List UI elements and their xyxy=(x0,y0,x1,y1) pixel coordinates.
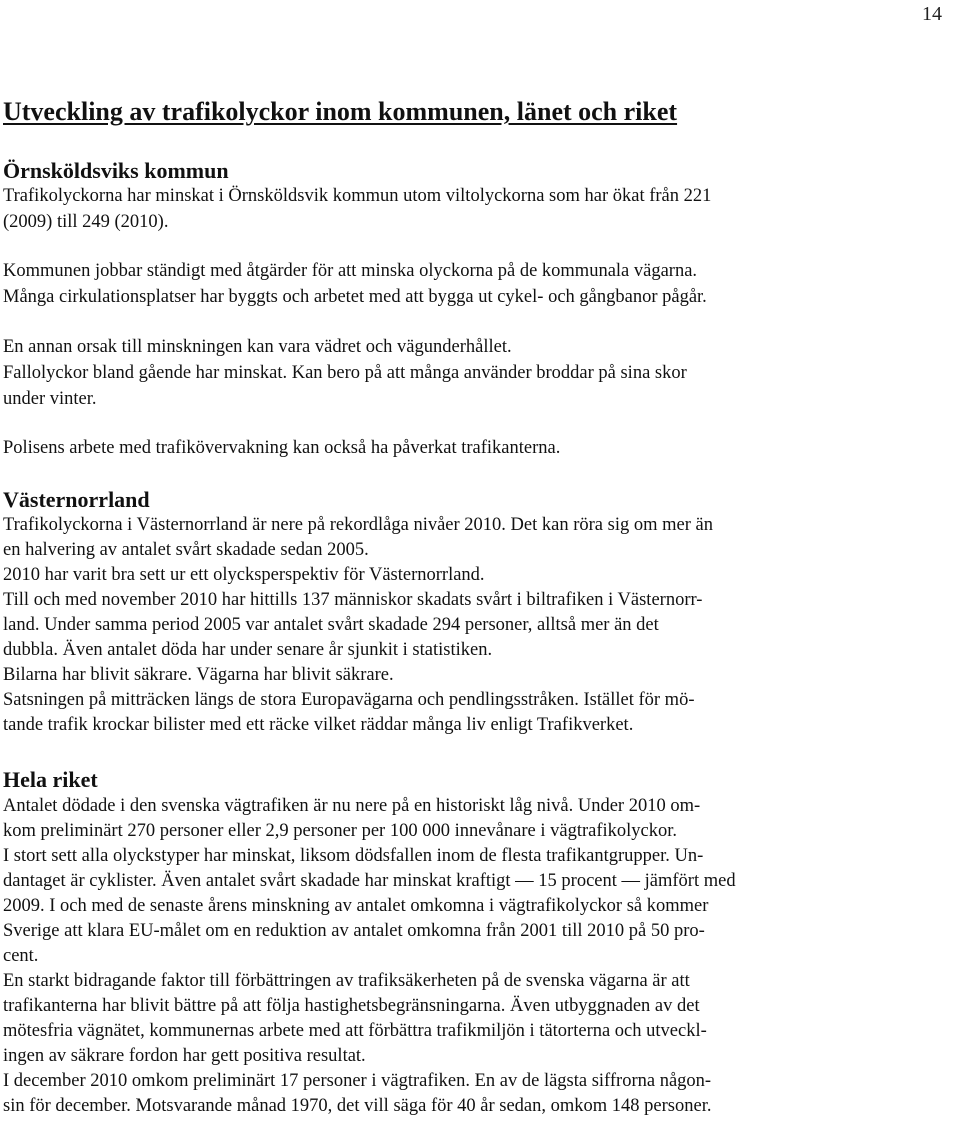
paragraph xyxy=(3,183,863,235)
text-line: sin för december. Motsvarande månad 1970, det vill säga för 40 år sedan, omkom 148 personer. xyxy=(3,1096,712,1116)
text-line: cent. xyxy=(3,946,39,966)
text-line: dubbla. Även antalet döda har under senare år sjunkit i statistiken. xyxy=(3,640,493,660)
text-line: Till och med november 2010 har hittills 137 människor skadats svårt i biltrafiken i Västernorr- xyxy=(3,590,703,610)
text-line: I december 2010 omkom preliminärt 17 personer i vägtrafiken. En av de lägsta siffrorna någon- xyxy=(3,1071,712,1091)
paragraph xyxy=(3,435,863,461)
text-line: kom preliminärt 270 personer eller 2,9 personer per 100 000 innevånare i vägtrafikolyckor. xyxy=(3,821,678,841)
text-line: mötesfria vägnätet, kommunernas arbete med att förbättra trafikmiljön i tätorterna och utveckl- xyxy=(3,1021,707,1041)
text-line: land. Under samma period 2005 var antalet svårt skadade 294 personer, alltså mer än det xyxy=(3,615,659,635)
text-line: Sverige att klara EU-målet om en reduktion av antalet omkomna från 2001 till 2010 på 50 pro- xyxy=(3,921,705,941)
text-line: trafikanterna har blivit bättre på att följa hastighetsbegränsningarna. Även utbyggnaden av det xyxy=(3,996,700,1016)
text-line: tande trafik krockar bilister med ett räcke vilket räddar många liv enligt Trafikverket. xyxy=(3,715,634,735)
text-line: Polisens arbete med trafikövervakning kan också ha påverkat trafikanterna. xyxy=(3,438,561,458)
text-line: Trafikolyckorna i Västernorrland är nere på rekordlåga nivåer 2010. Det kan röra sig om mer än xyxy=(3,515,713,535)
text-line: ingen av säkrare fordon har gett positiva resultat. xyxy=(3,1046,366,1066)
text-line: En starkt bidragande faktor till förbättringen av trafiksäkerheten på de svenska vägarna är att xyxy=(3,971,690,991)
text-line: Trafikolyckorna har minskat i Örnsköldsvik kommun utom viltolyckorna som har ökat från 221 xyxy=(3,186,712,206)
text-line: Kommunen jobbar ständigt med åtgärder för att minska olyckorna på de kommunala vägarna. xyxy=(3,261,698,281)
text-line: Fallolyckor bland gående har minskat. Kan bero på att många använder broddar på sina skor xyxy=(3,363,687,383)
page-title: Utveckling av trafikolyckor inom kommunen, länet och riket xyxy=(3,97,678,126)
text-line: dantaget är cyklister. Även antalet svårt skadade har minskat kraftigt — 15 procent — jämfört med xyxy=(3,871,736,891)
text-line: under vinter. xyxy=(3,389,97,409)
section-heading-vasternorrland: Västernorrland xyxy=(3,487,150,512)
text-line: Många cirkulationsplatser har byggts och arbetet med att bygga ut cykel- och gångbanor pågår. xyxy=(3,287,707,307)
text-line: Satsningen på mitträcken längs de stora Europavägarna och pendlingsstråken. Istället för mö- xyxy=(3,690,695,710)
paragraph xyxy=(3,513,863,738)
paragraph xyxy=(3,794,863,1119)
text-line: I stort sett alla olyckstyper har minskat, liksom dödsfallen inom de flesta trafikantgrupper. Un- xyxy=(3,846,704,866)
page-number: 14 xyxy=(922,3,942,25)
text-line: En annan orsak till minskningen kan vara vädret och vägunderhållet. xyxy=(3,337,512,357)
paragraph xyxy=(3,334,863,412)
section-heading-ornskoldsvik: Örnsköldsviks kommun xyxy=(3,158,229,183)
text-line: Antalet dödade i den svenska vägtrafiken är nu nere på en historiskt låg nivå. Under 2010 om- xyxy=(3,796,701,816)
paragraph xyxy=(3,258,863,310)
text-line: (2009) till 249 (2010). xyxy=(3,212,169,232)
text-line: 2010 har varit bra sett ur ett olycksperspektiv för Västernorrland. xyxy=(3,565,485,585)
text-line: 2009. I och med de senaste årens minskning av antalet omkomna i vägtrafikolyckor så kommer xyxy=(3,896,709,916)
section-heading-hela-riket: Hela riket xyxy=(3,767,98,792)
text-line: Bilarna har blivit säkrare. Vägarna har blivit säkrare. xyxy=(3,665,394,685)
text-line: en halvering av antalet svårt skadade sedan 2005. xyxy=(3,540,369,560)
